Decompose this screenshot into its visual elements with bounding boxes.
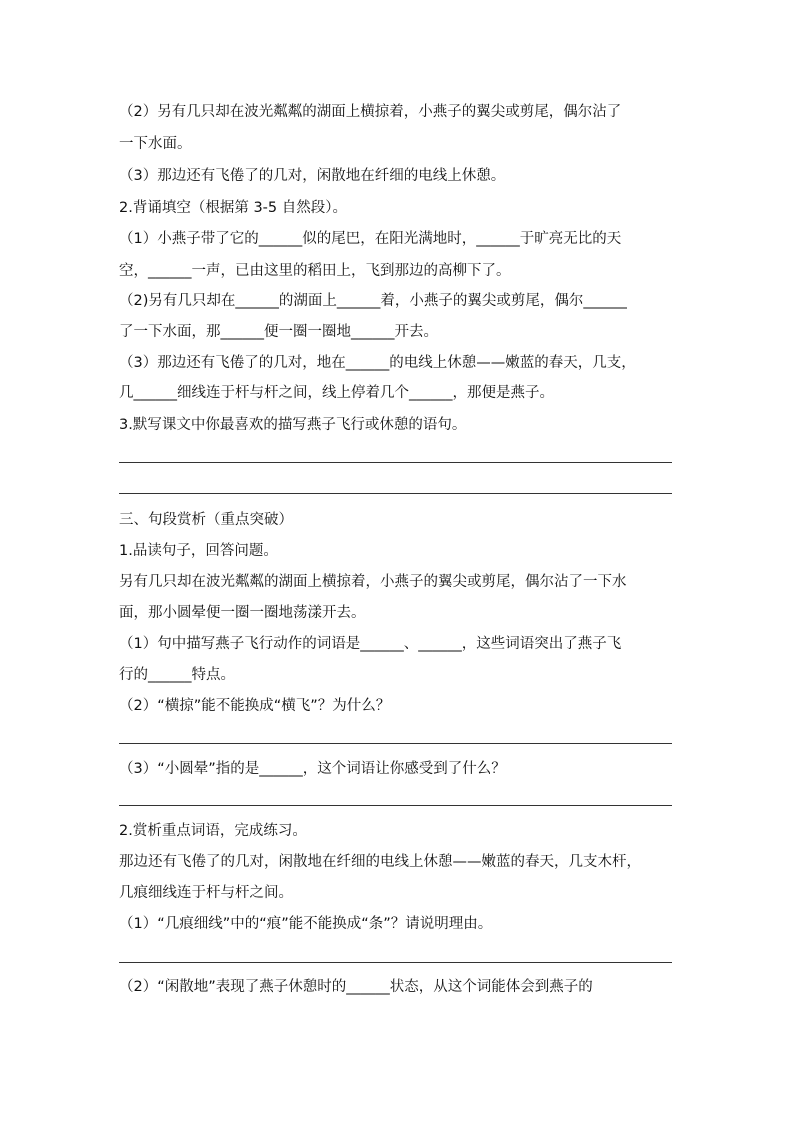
s3-q2-sub1: （1）“几痕细线”中的“痕”能不能换成“条”？请说明理由。 (119, 916, 493, 932)
s2-q2-item2-line2: 了一下水面，那______便一圈一圈地______开去。 (119, 324, 438, 340)
s2-q2-item1-line1: （1）小燕子带了它的______似的尾巴，在阳光满地时，______于旷亮无比的天 (119, 231, 622, 247)
s2-q3-heading: 3.默写课文中你最喜欢的描写燕子飞行或休憩的语句。 (119, 417, 467, 433)
s3-q2-passage-line2: 几痕细线连于杆与杆之间。 (119, 885, 293, 901)
section3-title: 三、句段赏析（重点突破） (119, 512, 293, 528)
answer-line-s2-q3-2[interactable] (119, 493, 672, 494)
s3-q1-sub2: （2）“横掠”能不能换成“横飞”？为什么？ (119, 698, 391, 714)
answer-line-s3-q1-sub2[interactable] (119, 743, 672, 744)
s2-q2-item1-line2: 空，______一声，已由这里的稻田上，飞到那边的高柳下了。 (119, 263, 511, 279)
answer-line-s2-q3-1[interactable] (119, 462, 672, 463)
s3-q1-heading: 1.品读句子，回答问题。 (119, 543, 278, 559)
s2-q1-item3: （3）那边还有飞倦了的几对，闲散地在纤细的电线上休憩。 (119, 168, 506, 184)
s2-q1-item2-line1: （2）另有几只却在波光粼粼的湖面上横掠着，小燕子的翼尖或剪尾，偶尔沾了 (119, 104, 622, 120)
s3-q1-sub1-line2: 行的______特点。 (119, 667, 235, 683)
answer-line-s3-q1-sub3[interactable] (119, 805, 672, 806)
s3-q1-passage-line1: 另有几只却在波光粼粼的湖面上横掠着，小燕子的翼尖或剪尾，偶尔沾了一下水 (119, 574, 627, 590)
s3-q1-sub1-line1: （1）句中描写燕子飞行动作的词语是______、______，这些词语突出了燕子飞 (119, 636, 622, 652)
s3-q2-passage-line1: 那边还有飞倦了的几对，闲散地在纤细的电线上休憩——嫩蓝的春天，几支木杆， (119, 854, 641, 870)
s3-q1-sub3: （3）“小圆晕”指的是______，这个词语让你感受到了什么？ (119, 761, 506, 777)
s2-q2-item3-line2: 几______细线连于杆与杆之间，线上停着几个______，那便是燕子。 (119, 385, 554, 401)
s3-q2-heading: 2.赏析重点词语，完成练习。 (119, 823, 307, 839)
s2-q1-item2-line2: 一下水面。 (119, 136, 192, 152)
s2-q2-heading: 2.背诵填空（根据第 3-5 自然段）。 (119, 200, 347, 216)
answer-line-s3-q2-sub1[interactable] (119, 962, 672, 963)
s3-q2-sub2: （2）“闲散地”表现了燕子休憩时的______状态，从这个词能体会到燕子的 (119, 979, 593, 995)
s2-q2-item2-line1: （2)另有几只却在______的湖面上______着，小燕子的翼尖或剪尾，偶尔______ (119, 293, 627, 309)
s2-q2-item3-line1: （3）那边还有飞倦了的几对，地在______的电线上休憩——嫩蓝的春天，几支， (119, 355, 636, 371)
s3-q1-passage-line2: 面，那小圆晕便一圈一圈地荡漾开去。 (119, 605, 366, 621)
